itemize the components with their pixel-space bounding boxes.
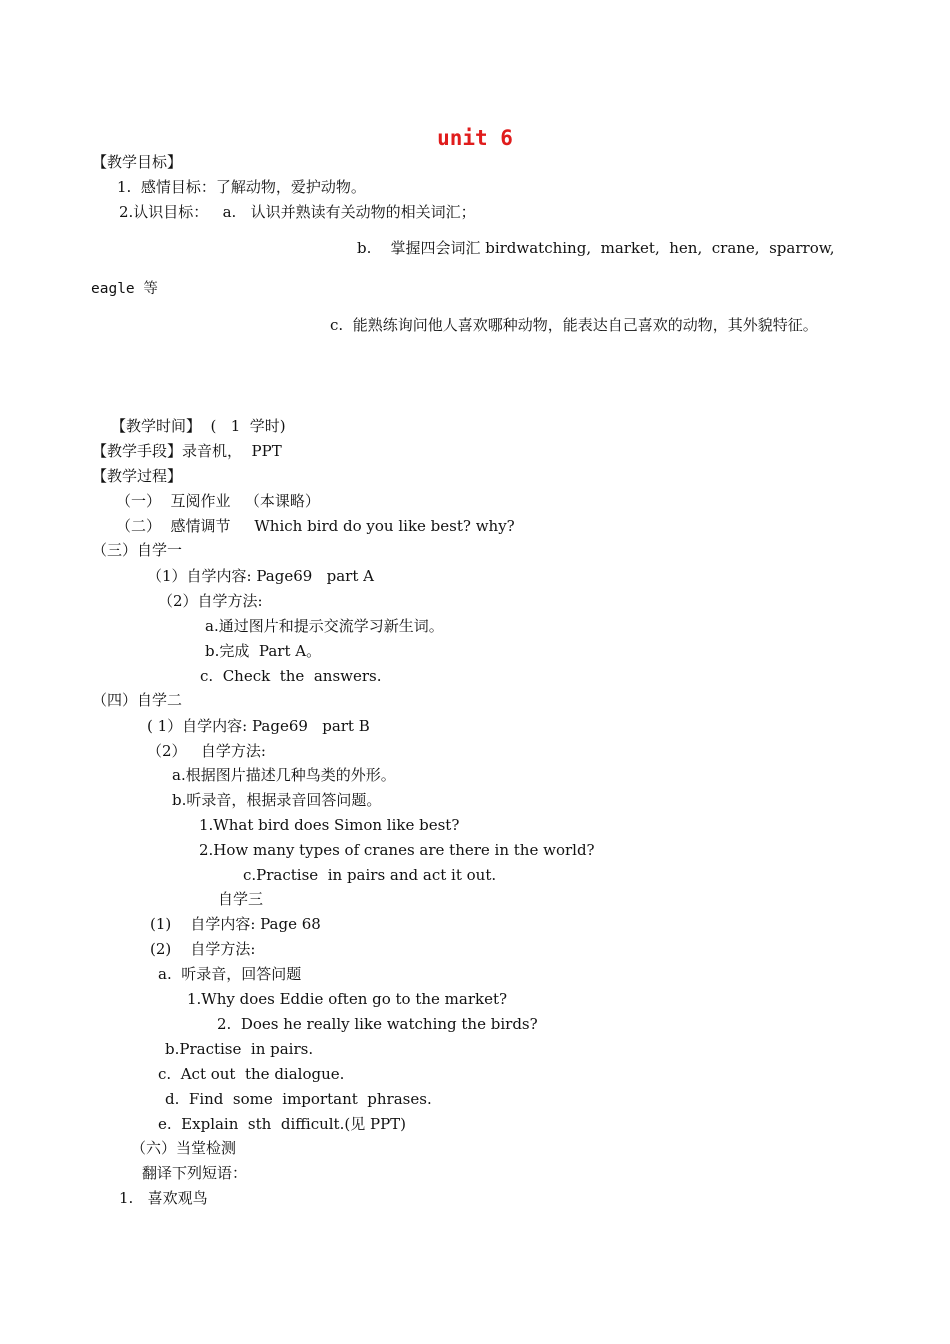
document-title: unit 6 (437, 126, 513, 150)
step-5-c: c. Act out the dialogue. (158, 1065, 345, 1083)
step-5-d: d. Find some important phrases. (165, 1090, 432, 1108)
teaching-time: 【教学时间】 ( 1 学时) (111, 417, 286, 435)
goal-emotion: 1. 感情目标：了解动物，爱护动物。 (117, 178, 366, 196)
step-4-method: （2） 自学方法: (147, 742, 266, 760)
goal-cognition-b: b. 掌握四会词汇 birdwatching, market, hen, crane, sparrow, (357, 239, 835, 257)
step-4-c: c.Practise in pairs and act it out. (243, 866, 497, 884)
step-4-a: a.根据图片描述几种鸟类的外形。 (172, 766, 396, 784)
step-5-a: a. 听录音，回答问题 (158, 965, 302, 983)
step-6-item-1: 1. 喜欢观鸟 (119, 1189, 208, 1207)
step-6-heading: （六）当堂检测 (131, 1139, 237, 1157)
step-4-question-1: 1.What bird does Simon like best? (199, 816, 460, 834)
step-3-method: （2）自学方法: (158, 592, 263, 610)
step-4-heading: （四）自学二 (92, 691, 183, 709)
step-5-question-2: 2. Does he really like watching the birds? (217, 1015, 538, 1033)
step-5-content: (1) 自学内容: Page 68 (150, 915, 321, 933)
step-3-b: b.完成 Part A。 (205, 642, 322, 660)
step-5-question-1: 1.Why does Eddie often go to the market? (187, 990, 508, 1008)
goal-cognition-b-cont: eagle 等 (91, 281, 158, 297)
step-1: （一） 互阅作业 （本课略） (116, 492, 320, 510)
goal-cognition: 2.认识目标： a. 认识并熟读有关动物的相关词汇； (119, 203, 476, 221)
step-5-e: e. Explain sth difficult.(见 PPT) (158, 1115, 407, 1133)
step-2: （二） 感情调节 Which bird do you like best? why? (116, 517, 515, 535)
teaching-means: 【教学手段】录音机， PPT (92, 442, 282, 460)
step-3-c: c. Check the answers. (200, 667, 382, 685)
goal-cognition-c: c. 能熟练询问他人喜欢哪种动物，能表达自己喜欢的动物，其外貌特征。 (330, 316, 818, 334)
step-3-heading: （三）自学一 (92, 541, 183, 559)
step-4-b: b.听录音，根据录音回答问题。 (172, 791, 382, 809)
step-5-method: (2) 自学方法: (150, 940, 256, 958)
step-4-content: ( 1）自学内容: Page69 part B (147, 717, 370, 735)
goals-heading: 【教学目标】 (92, 153, 183, 171)
step-5-b: b.Practise in pairs. (165, 1040, 314, 1058)
step-6-intro: 翻译下列短语： (142, 1164, 248, 1182)
step-3-content: （1）自学内容: Page69 part A (147, 567, 374, 585)
teaching-process-heading: 【教学过程】 (92, 467, 183, 485)
step-4-question-2: 2.How many types of cranes are there in the world? (199, 841, 595, 859)
step-3-a: a.通过图片和提示交流学习新生词。 (205, 617, 444, 635)
step-5-heading: 自学三 (218, 890, 264, 908)
